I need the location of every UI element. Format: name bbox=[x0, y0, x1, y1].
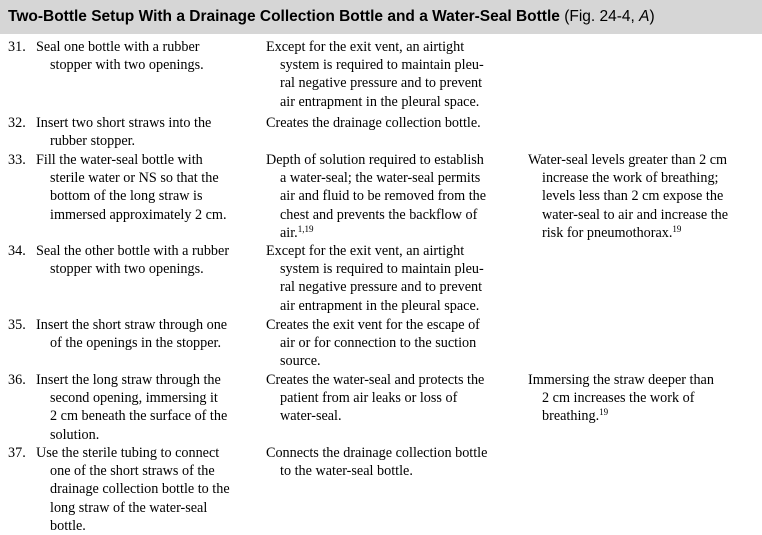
step-number: 35. bbox=[8, 317, 26, 333]
step-text-line: stopper with two openings. bbox=[50, 261, 204, 278]
rationale-text-line: Connects the drainage collection bottle bbox=[266, 445, 488, 461]
special-note-text-line: increase the work of breathing; bbox=[542, 170, 719, 187]
step-text bbox=[36, 114, 258, 150]
rationale-text bbox=[266, 151, 514, 242]
rationale-text-line: source. bbox=[280, 353, 321, 370]
citation-superscript: 19 bbox=[599, 407, 609, 418]
step-text-line: Insert the long straw through the bbox=[36, 372, 221, 388]
step-text-line: of the openings in the stopper. bbox=[50, 335, 222, 352]
rationale-text-line: Except for the exit vent, an airtight bbox=[266, 243, 465, 259]
step-text-line: Use the sterile tubing to connect bbox=[36, 445, 220, 461]
rationale-text-line: ral negative pressure and to prevent bbox=[280, 279, 483, 296]
citation-superscript: 1,19 bbox=[297, 223, 314, 234]
rationale-text-line: chest and prevents the backflow of bbox=[280, 206, 478, 223]
step-text-line: Seal the other bottle with a rubber bbox=[36, 243, 230, 259]
rationale-text-line: Except for the exit vent, an airtight bbox=[266, 39, 465, 55]
step-text-line: one of the short straws of the bbox=[50, 463, 215, 480]
rationale-text bbox=[266, 114, 514, 132]
step-text bbox=[36, 444, 258, 535]
step-text-line: Insert two short straws into the bbox=[36, 115, 212, 131]
table-header bbox=[0, 0, 762, 34]
rationale-text-line: ral negative pressure and to prevent bbox=[280, 75, 483, 92]
rationale-text-line: a water-seal; the water-seal permits bbox=[280, 170, 481, 187]
rationale-text-line: air and fluid to be removed from the bbox=[280, 188, 487, 205]
step-number: 34. bbox=[8, 243, 26, 259]
step-text-line: 2 cm beneath the surface of the bbox=[50, 408, 228, 425]
special-note-text-line: Water-seal levels greater than 2 cm bbox=[528, 152, 728, 168]
step-text-line: immersed approximately 2 cm. bbox=[50, 206, 227, 223]
step-text-line: sterile water or NS so that the bbox=[50, 170, 219, 187]
rationale-text-line: patient from air leaks or loss of bbox=[280, 390, 458, 407]
rationale-text-line: to the water-seal bottle. bbox=[280, 463, 413, 480]
step-text-line: Fill the water-seal bottle with bbox=[36, 152, 203, 168]
rationale-text bbox=[266, 371, 514, 426]
special-note-text-line: Immersing the straw deeper than bbox=[528, 372, 714, 388]
rationale-text-line: Creates the exit vent for the escape of bbox=[266, 317, 480, 333]
citation-superscript: 19 bbox=[672, 223, 682, 234]
step-text-line: bottle. bbox=[50, 517, 86, 534]
rationale-text-line: system is required to maintain pleu- bbox=[280, 57, 484, 74]
rationale-text-line: air.$^{1,19}$ bbox=[280, 223, 314, 241]
special-note-text-line: breathing.$^{19}$ bbox=[542, 407, 609, 425]
figure-reference: (Fig. 24-4, A) bbox=[564, 8, 655, 25]
rationale-text-line: Creates the drainage collection bottle. bbox=[266, 115, 481, 131]
rationale-text bbox=[266, 316, 514, 371]
step-text-line: Seal one bottle with a rubber bbox=[36, 39, 200, 55]
step-text bbox=[36, 371, 258, 444]
rationale-text-line: Depth of solution required to establish bbox=[266, 152, 484, 168]
step-text-line: Insert the short straw through one bbox=[36, 317, 228, 333]
rationale-text-line: air entrapment in the pleural space. bbox=[280, 93, 480, 110]
step-text-line: stopper with two openings. bbox=[50, 57, 204, 74]
step-text-line: solution. bbox=[50, 426, 100, 443]
step-text-line: long straw of the water-seal bbox=[50, 499, 208, 516]
step-number: 33. bbox=[8, 152, 26, 168]
step-number: 36. bbox=[8, 372, 26, 388]
step-number: 32. bbox=[8, 115, 26, 131]
special-note-text-line: risk for pneumothorax.$^{19}$ bbox=[542, 223, 682, 241]
rationale-text-line: water-seal. bbox=[280, 408, 342, 425]
rationale-text-line: Creates the water-seal and protects the bbox=[266, 372, 485, 388]
step-text bbox=[36, 151, 258, 224]
header-title: Two-Bottle Setup With a Drainage Collection Bottle and a Water-Seal Bottle bbox=[8, 8, 560, 25]
special-note-text bbox=[528, 371, 758, 426]
step-text-line: second opening, immersing it bbox=[50, 390, 218, 407]
step-text-line: bottom of the long straw is bbox=[50, 188, 203, 205]
step-number: 31. bbox=[8, 39, 26, 55]
rationale-text-line: air or for connection to the suction bbox=[280, 335, 477, 352]
step-number: 37. bbox=[8, 445, 26, 461]
special-note-text-line: 2 cm increases the work of bbox=[542, 390, 695, 407]
rationale-text bbox=[266, 444, 514, 480]
step-text-line: drainage collection bottle to the bbox=[50, 481, 230, 498]
rationale-text bbox=[266, 38, 514, 111]
rationale-text bbox=[266, 242, 514, 315]
step-text bbox=[36, 316, 258, 352]
step-text-line: rubber stopper. bbox=[50, 133, 136, 150]
step-text bbox=[36, 38, 258, 74]
special-note-text-line: water-seal to air and increase the bbox=[542, 206, 729, 223]
step-text bbox=[36, 242, 258, 278]
rationale-text-line: system is required to maintain pleu- bbox=[280, 261, 484, 278]
special-note-text bbox=[528, 151, 758, 242]
rationale-text-line: air entrapment in the pleural space. bbox=[280, 297, 480, 314]
special-note-text-line: levels less than 2 cm expose the bbox=[542, 188, 724, 205]
